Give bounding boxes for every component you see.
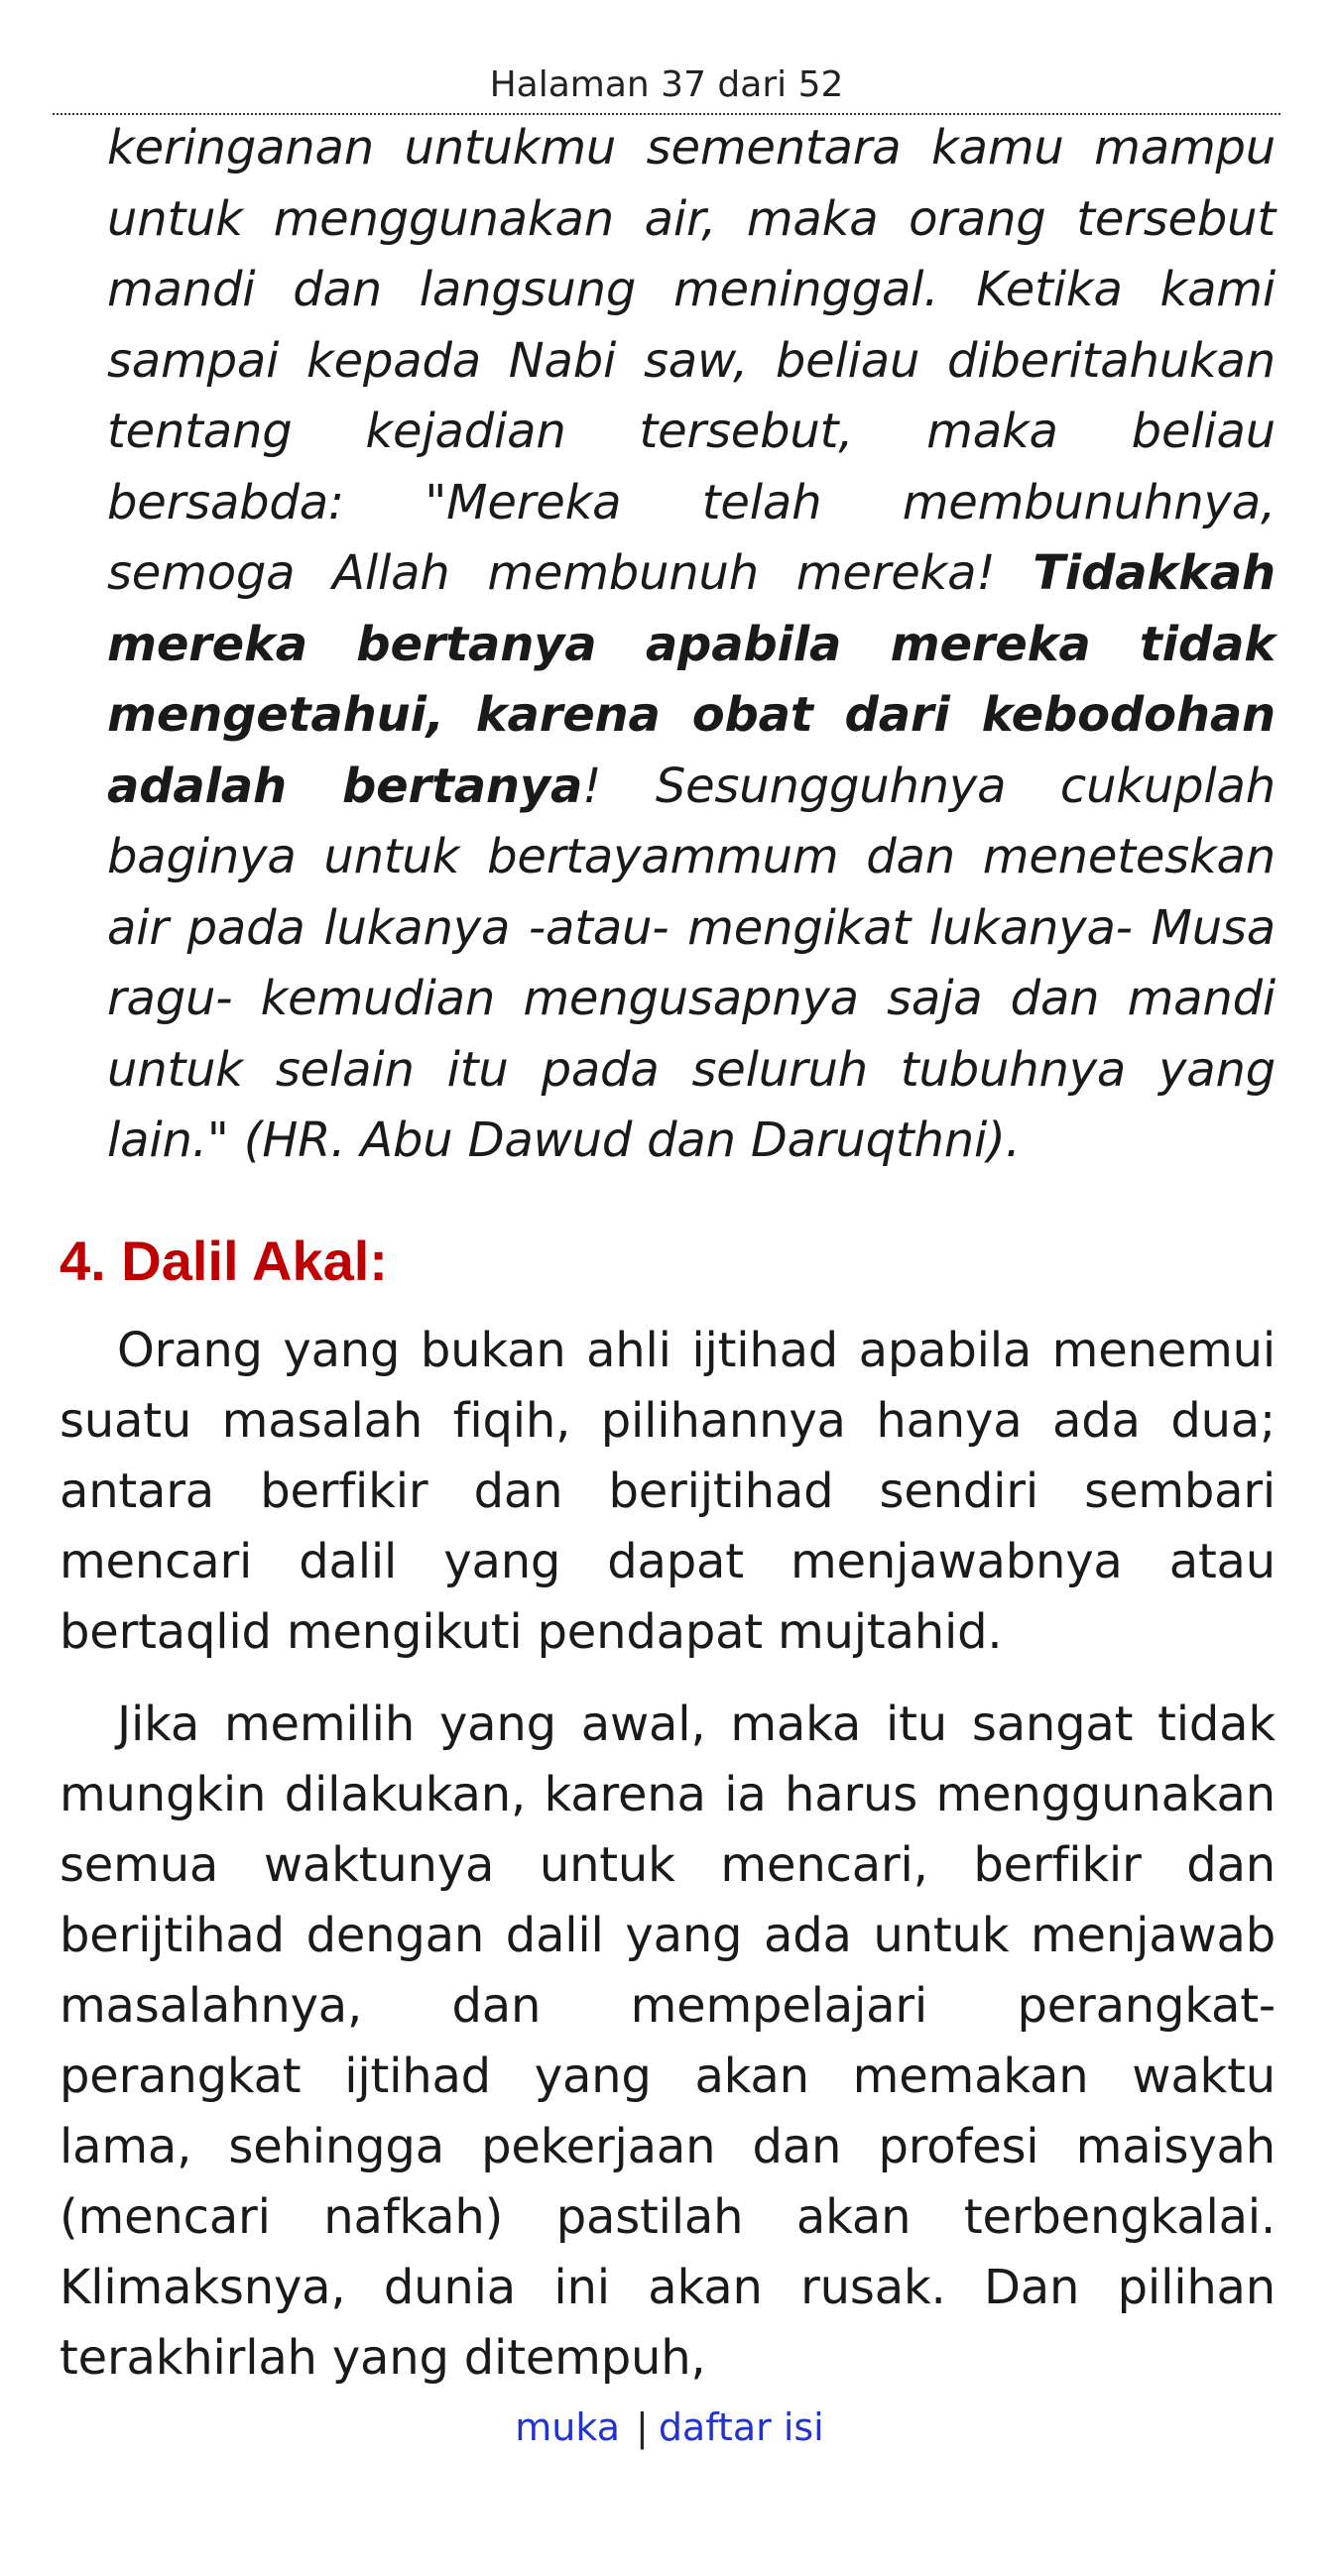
hadith-quote [107, 113, 1276, 1177]
document-body [60, 113, 1276, 2415]
footer-separator: | [636, 2405, 649, 2449]
quote-bold-text: Tidakkah mereka bertanya apabila mereka tidak mengetahui, karena obat dari kebodohan adalah bertanya [107, 545, 1276, 814]
section-heading: 4. Dalil Akal: [60, 1229, 388, 1292]
paragraph-2: Jika memilih yang awal, maka itu sangat tidak mungkin dilakukan, karena ia harus menggunakan semua waktunya untuk mencari, berfikir dan berijtihad dengan dalil yang ada untuk menjawab masalahnya, dan mempelajari perangkat-perangkat ijtihad yang akan memakan waktu lama, sehingga pekerjaan dan profesi maisyah (mencari nafkah) pastilah akan terbengkalai. Klimaksnya, dunia ini akan rusak. Dan pilihan terakhirlah yang ditempuh, [60, 1696, 1276, 2386]
page-indicator: Halaman 37 dari 52 [53, 58, 1280, 115]
paragraph-1: Orang yang bukan ahli ijtihad apabila menemui suatu masalah fiqih, pilihannya hanya ada dua; antara berfikir dan berijtihad sendiri sembari mencari dalil yang dapat menjawabnya atau bertaqlid mengikuti pendapat mujtahid. [60, 1322, 1276, 1660]
home-link[interactable]: muka [515, 2405, 620, 2449]
quote-text-start: keringanan untukmu sementara kamu mampu untuk menggunakan air, maka orang tersebut mandi dan langsung meninggal. Ketika kami sampai kepada Nabi saw, beliau diberitahukan tentang kejadian tersebut, maka beliau bersabda: "Mereka telah membunuhnya, semoga Allah membunuh mereka! [107, 120, 1276, 601]
quote-text-end: ! Sesungguhnya cukuplah baginya untuk bertayammum dan meneteskan air pada lukanya -atau- mengikat lukanya- Musa ragu- kemudian mengusapnya saja dan mandi untuk selain itu pada seluruh tubuhnya yang lain." (HR. Abu Dawud dan Daruqthni). [107, 758, 1276, 1168]
table-of-contents-link[interactable]: daftar isi [658, 2405, 824, 2449]
footer-navigation [0, 2400, 1339, 2455]
